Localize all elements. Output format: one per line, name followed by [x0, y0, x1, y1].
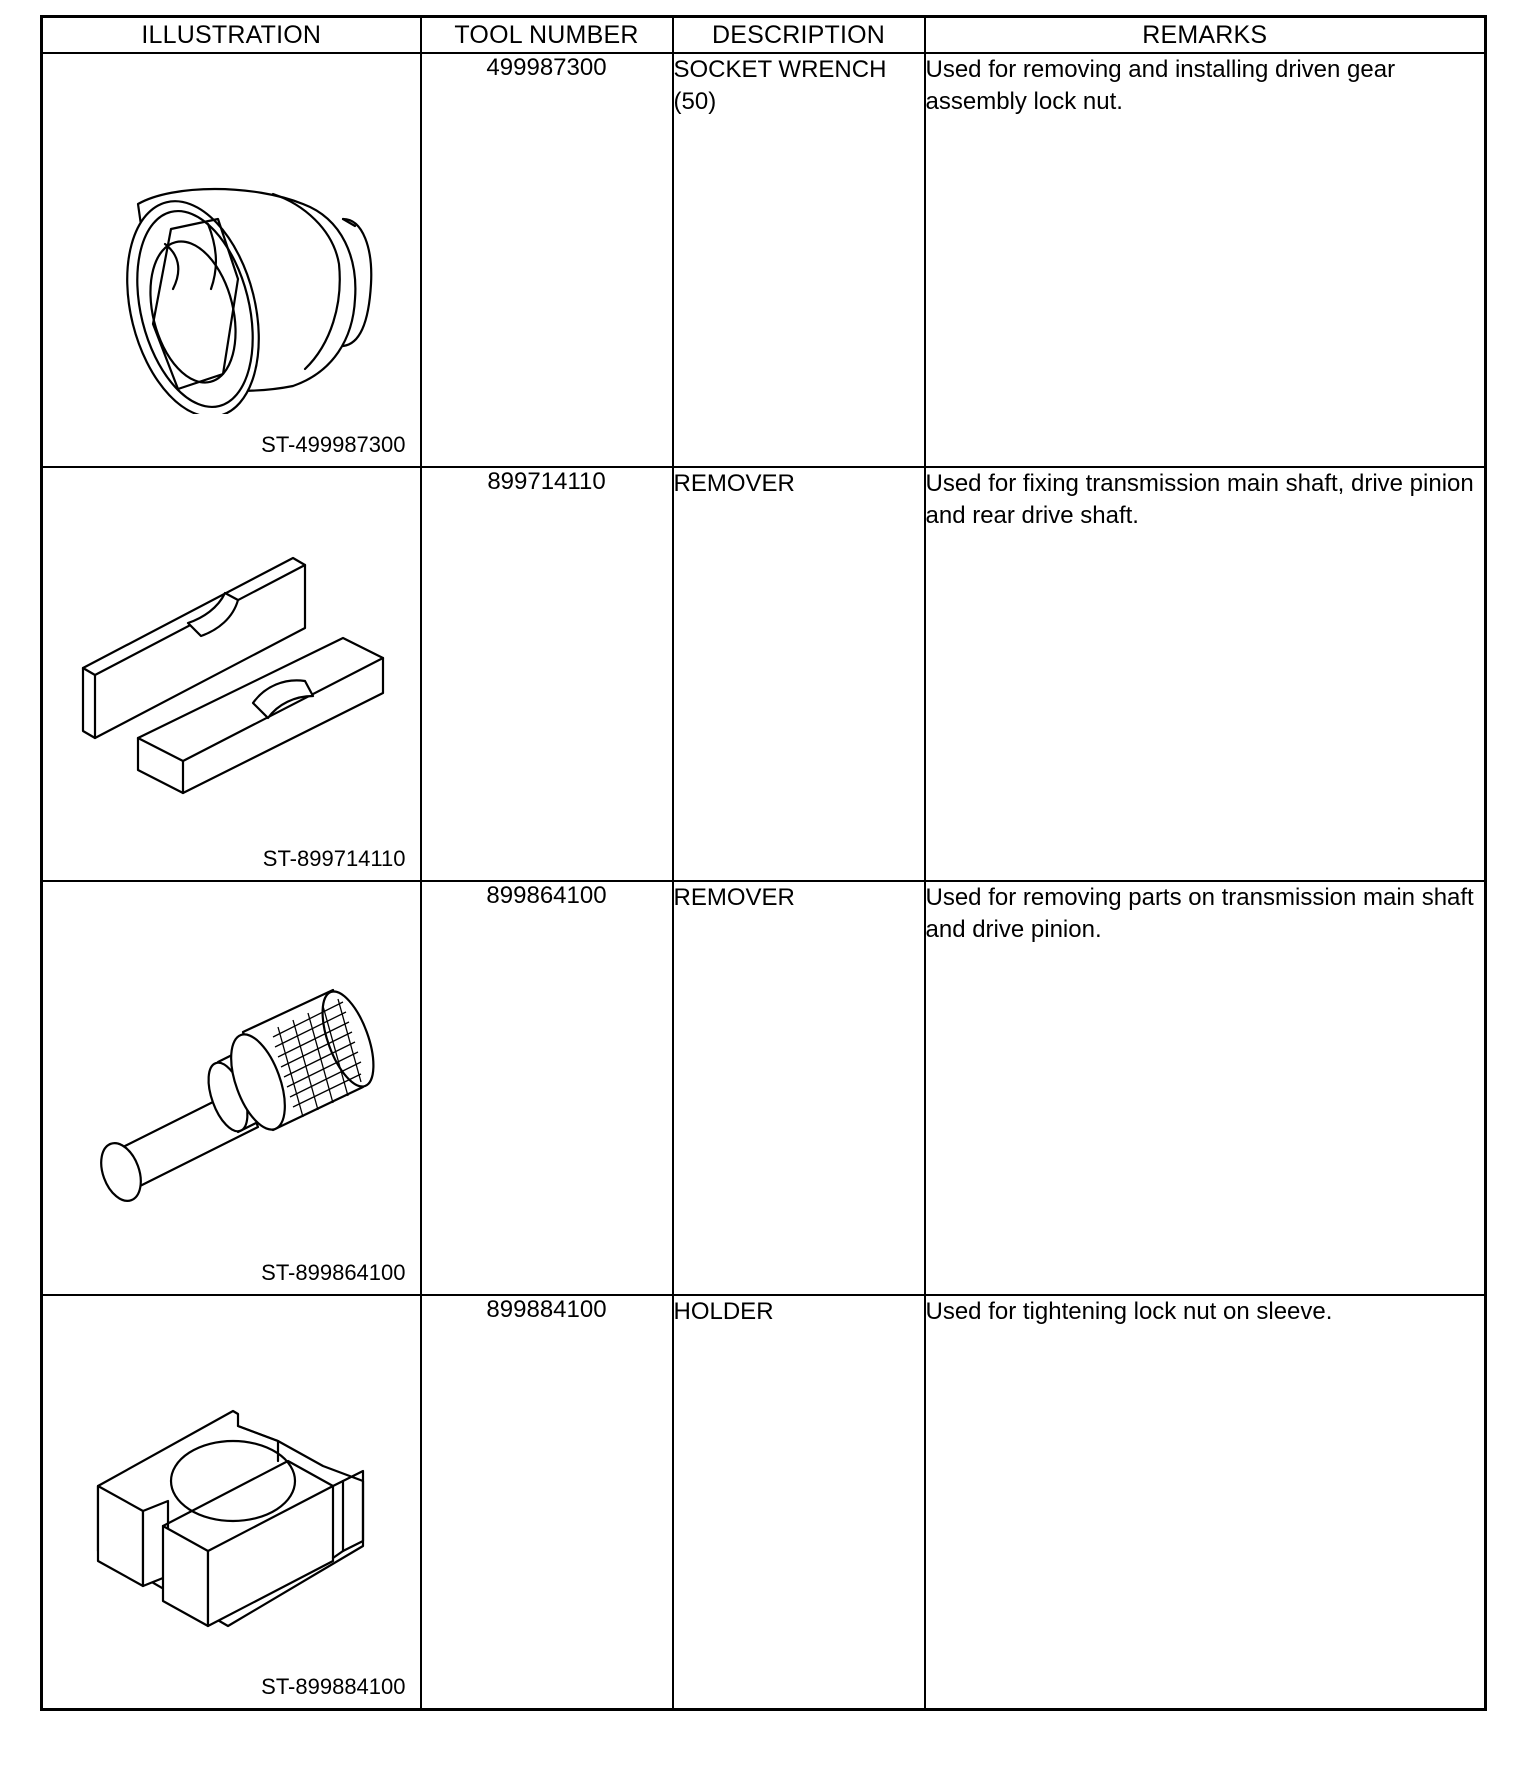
tool-number-cell: 899864100	[421, 881, 673, 1295]
remarks-cell: Used for fixing transmission main shaft, drive pinion and rear drive shaft.	[925, 467, 1486, 881]
tool-number-cell: 899884100	[421, 1295, 673, 1710]
illustration-cell	[42, 53, 421, 467]
illustration-cell	[42, 467, 421, 881]
header-description: DESCRIPTION	[673, 17, 925, 54]
description-cell: HOLDER	[673, 1295, 925, 1710]
remarks-cell: Used for removing and installing driven gear assembly lock nut.	[925, 53, 1486, 467]
knurled-remover-icon	[43, 882, 418, 1242]
header-tool-number: TOOL NUMBER	[421, 17, 673, 54]
illustration-cell	[42, 881, 421, 1295]
remarks-cell: Used for tightening lock nut on sleeve.	[925, 1295, 1486, 1710]
remover-blocks-icon	[43, 468, 418, 828]
description-cell: SOCKET WRENCH (50)	[673, 53, 925, 467]
description-cell: REMOVER	[673, 467, 925, 881]
remarks-cell: Used for removing parts on transmission main shaft and drive pinion.	[925, 881, 1486, 1295]
illustration-cell	[42, 1295, 421, 1710]
socket-wrench-icon	[43, 54, 418, 414]
description-cell: REMOVER	[673, 881, 925, 1295]
table-row	[42, 53, 1486, 467]
holder-block-icon	[43, 1296, 418, 1656]
illustration-code: ST-499987300	[261, 432, 406, 457]
illustration-code: ST-899714110	[262, 846, 406, 871]
header-illustration: ILLUSTRATION	[42, 17, 421, 54]
tool-number-cell: 499987300	[421, 53, 673, 467]
illustration-code: ST-899884100	[261, 1674, 406, 1699]
special-tools-table	[40, 15, 1487, 1711]
table-header-row	[42, 17, 1486, 54]
table-row	[42, 467, 1486, 881]
tool-number-cell: 899714110	[421, 467, 673, 881]
illustration-code: ST-899864100	[261, 1260, 406, 1285]
header-remarks: REMARKS	[925, 17, 1486, 54]
table-row	[42, 881, 1486, 1295]
table-row	[42, 1295, 1486, 1710]
